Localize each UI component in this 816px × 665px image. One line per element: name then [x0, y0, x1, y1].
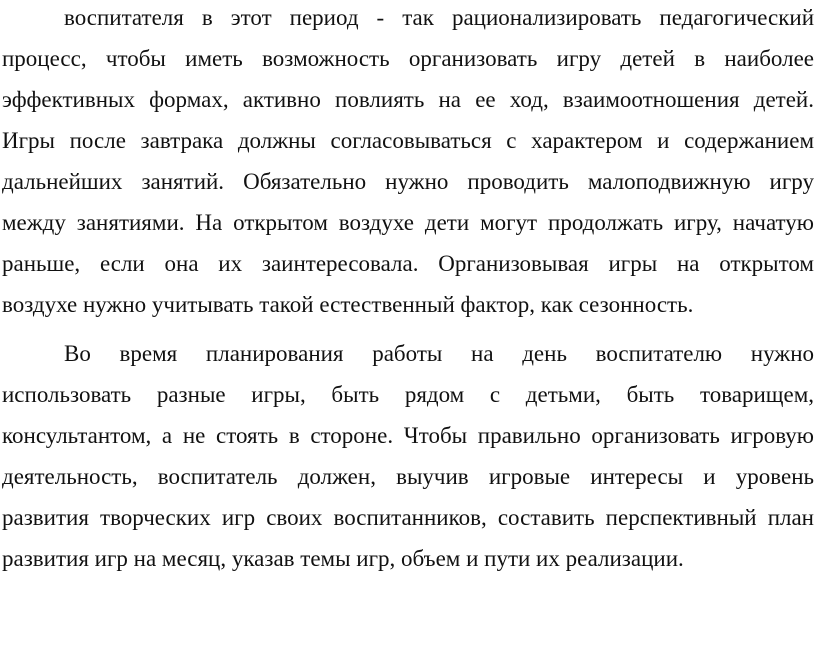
paragraph-2-line-2: использовать разные игры, быть рядом с детьми, быть товарищем,	[2, 382, 814, 407]
paragraph-2-line-4: деятельность, воспитатель должен, выучив игровые интересы и уровень	[2, 464, 814, 489]
paragraph-2-line-5: развития творческих игр своих воспитанников, составить перспективный план	[2, 505, 814, 530]
paragraph-1-line-1: воспитателя в этот период - так рационализировать педагогический	[64, 5, 814, 30]
paragraph-1-line-5: дальнейших занятий. Обязательно нужно проводить малоподвижную игру	[2, 169, 814, 194]
paragraph-2-line-1: Во время планирования работы на день воспитателю нужно	[64, 341, 814, 366]
paragraph-1-line-2: процесс, чтобы иметь возможность организовать игру детей в наиболее	[2, 46, 814, 71]
paragraph-1-line-7: раньше, если она их заинтересовала. Организовывая игры на открытом	[2, 251, 814, 276]
paragraph-1-line-8: воздухе нужно учитывать такой естественный фактор, как сезонность.	[2, 292, 694, 317]
paragraph-2-line-3: консультантом, а не стоять в стороне. Чтобы правильно организовать игровую	[2, 423, 814, 448]
paragraph-1-line-4: Игры после завтрака должны согласовываться с характером и содержанием	[2, 128, 814, 153]
paragraph-1-line-3: эффективных формах, активно повлиять на ее ход, взаимоотношения детей.	[2, 87, 814, 112]
paragraph-2-line-6: развития игр на месяц, указав темы игр, объем и пути их реализации.	[2, 546, 684, 571]
paragraph-1-line-6: между занятиями. На открытом воздухе дети могут продолжать игру, начатую	[2, 210, 814, 235]
